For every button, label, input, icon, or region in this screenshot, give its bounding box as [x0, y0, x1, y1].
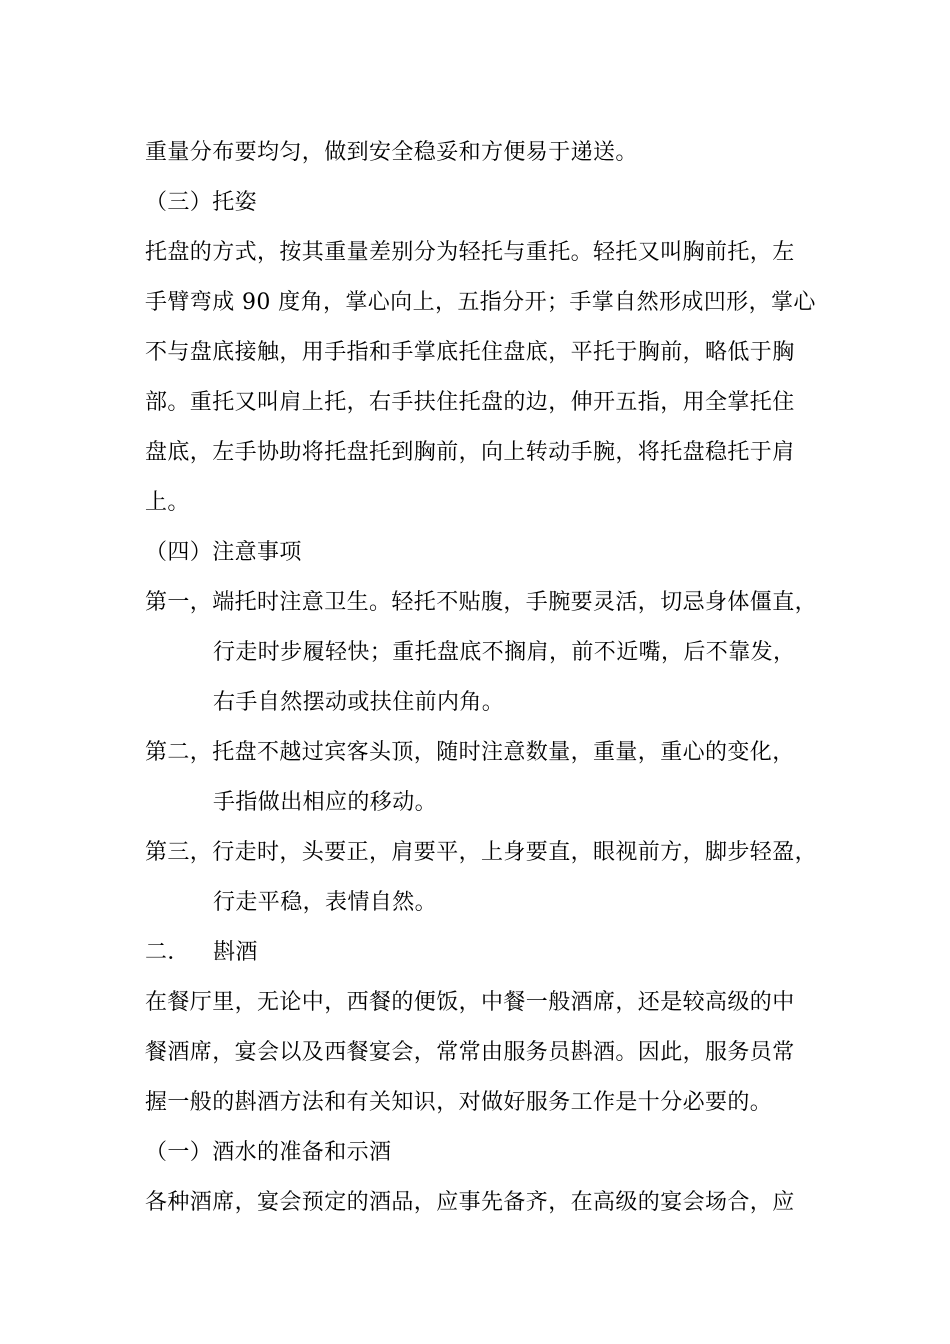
section-title: 斟酒	[213, 940, 258, 965]
list-item-first	[145, 578, 818, 728]
paragraph-line: 托盘的方式，按其重量差别分为轻托与重托。轻托又叫胸前托，左	[145, 240, 795, 265]
list-item-continuation: 行走时步履轻快；重托盘底不搁肩，前不近嘴，后不靠发，	[213, 640, 796, 665]
subheading-preparation: （一）酒水的准备和示酒	[145, 1140, 392, 1165]
paragraph-line: 部。重托又叫肩上托，右手扶住托盘的边，伸开五指，用全掌托住	[145, 390, 795, 415]
subheading-tuozi: （三）托姿	[145, 190, 258, 215]
paragraph-line: 上。	[145, 490, 190, 515]
list-item-third	[145, 828, 818, 928]
paragraph-line: 握一般的斟酒方法和有关知识，对做好服务工作是十分必要的。	[145, 1090, 773, 1115]
list-item-line: 第一，端托时注意卫生。轻托不贴腹，手腕要灵活，切忌身体僵直，	[145, 590, 818, 615]
paragraph-line: 在餐厅里，无论中，西餐的便饭，中餐一般酒席，还是较高级的中	[145, 990, 795, 1015]
list-item-continuation: 行走平稳，表情自然。	[213, 890, 438, 915]
list-item-continuation: 手指做出相应的移动。	[213, 790, 438, 815]
list-item-second	[145, 728, 815, 828]
paragraph-line: 手臂弯成 90 度角，掌心向上，五指分开；手掌自然形成凹形，掌心	[145, 290, 816, 315]
paragraph-line: 餐酒席，宴会以及西餐宴会，常常由服务员斟酒。因此，服务员常	[145, 1040, 795, 1065]
paragraph-line: 不与盘底接触，用手指和手掌底托住盘底，平托于胸前，略低于胸	[145, 340, 795, 365]
document-body	[145, 128, 818, 1228]
section-heading-pouring	[145, 928, 815, 978]
paragraph-line: 盘底，左手协助将托盘托到胸前，向上转动手腕，将托盘稳托于肩	[145, 440, 795, 465]
list-item-line: 第三，行走时，头要正，肩要平，上身要直，眼视前方，脚步轻盈，	[145, 840, 818, 865]
list-item-continuation: 右手自然摆动或扶住前内角。	[213, 690, 505, 715]
list-item-line: 第二，托盘不越过宾客头顶，随时注意数量，重量，重心的变化，	[145, 740, 795, 765]
paragraph-line: 重量分布要均匀，做到安全稳妥和方便易于递送。	[145, 140, 638, 165]
subheading-notes: （四）注意事项	[145, 540, 302, 565]
paragraph-line: 各种酒席，宴会预定的酒品，应事先备齐，在高级的宴会场合，应	[145, 1190, 795, 1215]
section-number: 二．	[145, 940, 190, 965]
